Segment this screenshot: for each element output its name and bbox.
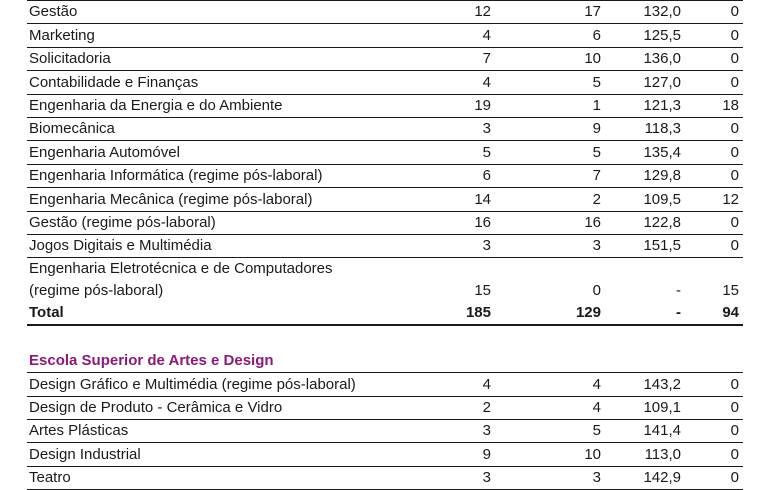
course-name: Solicitadoria	[27, 47, 429, 70]
section-header-row	[27, 348, 743, 373]
value-col-3: 141,4	[605, 420, 685, 443]
value-col-3: 135,4	[605, 141, 685, 164]
value-col-2: 3	[495, 234, 605, 257]
value-col-1: 3	[429, 117, 495, 140]
value-col-4: 0	[685, 396, 743, 419]
table-row	[27, 443, 743, 466]
course-name: Engenharia Mecânica (regime pós-laboral)	[27, 188, 429, 211]
value-col-3: 109,5	[605, 188, 685, 211]
table-row	[27, 234, 743, 257]
value-col-1: 3	[429, 420, 495, 443]
value-col-3: 127,0	[605, 71, 685, 94]
total-col-4: 94	[685, 302, 743, 325]
value-col-2: 6	[495, 24, 605, 47]
value-col-1: 12	[429, 1, 495, 24]
value-col-2: 5	[495, 141, 605, 164]
course-name: Engenharia Informática (regime pós-laboral)	[27, 164, 429, 187]
empty-cell	[605, 258, 685, 281]
table-row	[27, 117, 743, 140]
value-col-1: 9	[429, 443, 495, 466]
table-row	[27, 258, 743, 281]
value-col-3: 121,3	[605, 94, 685, 117]
table-row	[27, 94, 743, 117]
value-col-4: 0	[685, 443, 743, 466]
table-row	[27, 71, 743, 94]
results-table	[27, 0, 743, 490]
results-table-container	[27, 0, 743, 490]
table-row	[27, 24, 743, 47]
table-row	[27, 373, 743, 396]
section-spacer	[27, 325, 743, 348]
section-title: Escola Superior de Artes e Design	[27, 348, 743, 373]
value-col-1: 16	[429, 211, 495, 234]
value-col-3: 118,3	[605, 117, 685, 140]
course-name: Biomecânica	[27, 117, 429, 140]
value-col-4: 0	[685, 71, 743, 94]
value-col-1: 5	[429, 141, 495, 164]
value-col-4: 12	[685, 188, 743, 211]
value-col-4: 0	[685, 47, 743, 70]
value-col-2: 10	[495, 443, 605, 466]
value-col-3: 136,0	[605, 47, 685, 70]
value-col-3: 142,9	[605, 466, 685, 489]
value-col-2: 7	[495, 164, 605, 187]
value-col-3: 113,0	[605, 443, 685, 466]
value-col-3: 151,5	[605, 234, 685, 257]
course-name: Artes Plásticas	[27, 420, 429, 443]
value-col-1: 6	[429, 164, 495, 187]
table-row	[27, 141, 743, 164]
table-row	[27, 188, 743, 211]
value-col-3: -	[676, 282, 681, 300]
value-col-2: 4	[495, 373, 605, 396]
total-col-3: -	[605, 302, 685, 325]
value-col-3: 122,8	[605, 211, 685, 234]
table-row	[27, 420, 743, 443]
course-name-continued: (regime pós-laboral)	[29, 282, 164, 300]
value-col-2: 0	[592, 282, 601, 300]
course-name: Gestão (regime pós-laboral)	[27, 211, 429, 234]
value-col-1: 3	[429, 234, 495, 257]
table-row	[27, 396, 743, 419]
value-col-2: 17	[495, 1, 605, 24]
total-row	[27, 302, 743, 325]
value-col-3: 132,0	[605, 1, 685, 24]
value-col-1: 2	[429, 396, 495, 419]
course-name: Marketing	[27, 24, 429, 47]
value-col-4: 0	[685, 24, 743, 47]
value-col-2: 16	[495, 211, 605, 234]
value-col-2: 3	[495, 466, 605, 489]
course-name: Design Gráfico e Multimédia (regime pós-laboral)	[27, 373, 429, 396]
course-name: Teatro	[27, 466, 429, 489]
total-label: Total	[27, 302, 429, 325]
course-name: Engenharia Eletrotécnica e de Computadores	[29, 260, 333, 278]
value-col-1: 7	[429, 47, 495, 70]
value-col-2: 4	[495, 396, 605, 419]
value-col-3: 143,2	[605, 373, 685, 396]
value-col-1: 15	[474, 282, 491, 300]
value-col-4: 15	[722, 282, 739, 300]
table-row	[27, 164, 743, 187]
course-name: Engenharia da Energia e do Ambiente	[27, 94, 429, 117]
value-col-4: 0	[685, 420, 743, 443]
value-col-2: 9	[495, 117, 605, 140]
empty-cell	[429, 258, 495, 281]
value-col-3: 125,5	[605, 24, 685, 47]
value-col-3: 109,1	[605, 396, 685, 419]
empty-cell	[495, 258, 605, 281]
value-col-4: 0	[685, 234, 743, 257]
value-col-1: 4	[429, 71, 495, 94]
total-col-2: 129	[495, 302, 605, 325]
value-col-4: 0	[685, 1, 743, 24]
table-row	[27, 211, 743, 234]
total-col-1: 185	[429, 302, 495, 325]
value-col-4: 0	[685, 466, 743, 489]
course-name: Engenharia Automóvel	[27, 141, 429, 164]
value-col-3: 129,8	[605, 164, 685, 187]
value-col-1: 4	[429, 373, 495, 396]
course-name: Gestão	[27, 1, 429, 24]
course-name: Contabilidade e Finanças	[27, 71, 429, 94]
value-col-4: 0	[685, 211, 743, 234]
value-col-1: 19	[429, 94, 495, 117]
value-col-4: 0	[685, 164, 743, 187]
course-name: Design de Produto - Cerâmica e Vidro	[27, 396, 429, 419]
table-row	[27, 47, 743, 70]
course-name: Jogos Digitais e Multimédia	[27, 234, 429, 257]
table-row	[27, 1, 743, 24]
value-col-4: 0	[685, 373, 743, 396]
table-row	[27, 280, 743, 302]
value-col-2: 10	[495, 47, 605, 70]
empty-cell	[685, 258, 743, 281]
value-col-4: 0	[685, 141, 743, 164]
value-col-1: 4	[429, 24, 495, 47]
value-col-2: 5	[495, 420, 605, 443]
value-col-1: 14	[429, 188, 495, 211]
value-col-4: 18	[685, 94, 743, 117]
value-col-2: 1	[495, 94, 605, 117]
value-col-2: 5	[495, 71, 605, 94]
value-col-4: 0	[685, 117, 743, 140]
value-col-1: 3	[429, 466, 495, 489]
value-col-2: 2	[495, 188, 605, 211]
course-name: Design Industrial	[27, 443, 429, 466]
